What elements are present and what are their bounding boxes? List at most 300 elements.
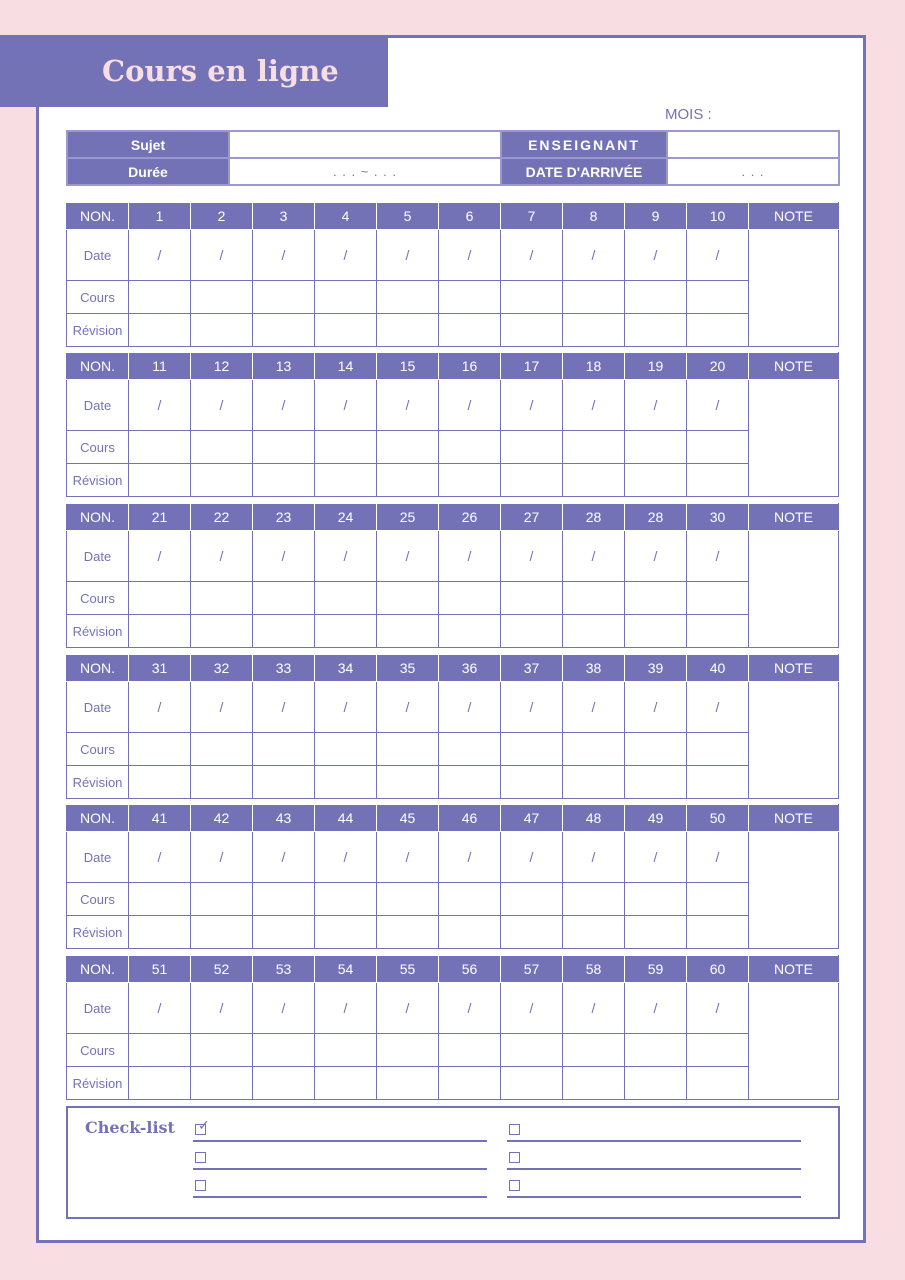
revision-cell[interactable] <box>129 916 191 949</box>
course-cell[interactable] <box>191 733 253 766</box>
date-cell[interactable]: / <box>129 682 191 733</box>
date-cell[interactable]: / <box>253 230 315 281</box>
revision-cell[interactable] <box>625 464 687 497</box>
date-cell[interactable]: / <box>191 380 253 431</box>
revision-cell[interactable] <box>129 1067 191 1100</box>
course-cell[interactable] <box>501 1034 563 1067</box>
date-cell[interactable]: / <box>687 983 749 1034</box>
course-cell[interactable] <box>315 582 377 615</box>
revision-cell[interactable] <box>253 916 315 949</box>
revision-cell[interactable] <box>687 916 749 949</box>
course-cell[interactable] <box>501 281 563 314</box>
revision-cell[interactable] <box>563 464 625 497</box>
date-cell[interactable]: / <box>315 531 377 582</box>
course-cell[interactable] <box>253 883 315 916</box>
revision-cell[interactable] <box>377 314 439 347</box>
course-cell[interactable] <box>129 582 191 615</box>
note-header: NOTE <box>749 353 839 380</box>
date-cell[interactable]: / <box>563 832 625 883</box>
revision-cell[interactable] <box>253 615 315 648</box>
session-number: 51 <box>129 956 191 983</box>
date-cell[interactable]: / <box>439 682 501 733</box>
session-number: 16 <box>439 353 501 380</box>
info-table <box>66 130 840 186</box>
row-label: Cours <box>67 281 129 314</box>
date-cell[interactable]: / <box>687 230 749 281</box>
revision-cell[interactable] <box>439 615 501 648</box>
date-cell[interactable]: / <box>439 531 501 582</box>
date-cell[interactable]: / <box>315 230 377 281</box>
note-header: NOTE <box>749 504 839 531</box>
course-cell[interactable] <box>501 582 563 615</box>
session-number: 60 <box>687 956 749 983</box>
revision-cell[interactable] <box>501 314 563 347</box>
course-cell[interactable] <box>687 431 749 464</box>
session-number: 27 <box>501 504 563 531</box>
row-label: Date <box>67 230 129 281</box>
revision-cell[interactable] <box>625 916 687 949</box>
row-label: Révision <box>67 916 129 949</box>
course-cell[interactable] <box>625 582 687 615</box>
session-block <box>66 654 839 799</box>
course-cell[interactable] <box>377 582 439 615</box>
date-cell[interactable]: / <box>439 230 501 281</box>
course-cell[interactable] <box>253 431 315 464</box>
course-cell[interactable] <box>439 1034 501 1067</box>
course-cell[interactable] <box>501 431 563 464</box>
session-block <box>66 352 839 497</box>
session-number: 44 <box>315 805 377 832</box>
revision-cell[interactable] <box>687 766 749 799</box>
revision-cell[interactable] <box>687 464 749 497</box>
date-cell[interactable]: / <box>129 983 191 1034</box>
date-cell[interactable]: / <box>315 682 377 733</box>
session-number: 50 <box>687 805 749 832</box>
date-cell[interactable]: / <box>687 380 749 431</box>
date-cell[interactable]: / <box>563 230 625 281</box>
checklist-line-6[interactable] <box>507 1196 801 1198</box>
date-cell[interactable]: / <box>253 832 315 883</box>
course-cell[interactable] <box>377 281 439 314</box>
revision-cell[interactable] <box>315 1067 377 1100</box>
title-banner <box>0 35 388 107</box>
course-cell[interactable] <box>191 431 253 464</box>
revision-cell[interactable] <box>501 615 563 648</box>
course-cell[interactable] <box>625 733 687 766</box>
session-number: 56 <box>439 956 501 983</box>
session-block <box>66 955 839 1100</box>
number-header: NON. <box>67 504 129 531</box>
course-cell[interactable] <box>563 733 625 766</box>
session-number: 25 <box>377 504 439 531</box>
revision-cell[interactable] <box>687 615 749 648</box>
number-header: NON. <box>67 655 129 682</box>
session-number: 49 <box>625 805 687 832</box>
row-label: Cours <box>67 733 129 766</box>
session-number: 28 <box>563 504 625 531</box>
session-number: 43 <box>253 805 315 832</box>
course-cell[interactable] <box>439 281 501 314</box>
date-cell[interactable]: / <box>253 983 315 1034</box>
course-cell[interactable] <box>377 733 439 766</box>
checklist-line-4[interactable] <box>507 1140 801 1142</box>
revision-cell[interactable] <box>191 314 253 347</box>
revision-cell[interactable] <box>625 615 687 648</box>
note-header: NOTE <box>749 655 839 682</box>
date-cell[interactable]: / <box>377 682 439 733</box>
checklist-line-2[interactable] <box>193 1168 487 1170</box>
course-cell[interactable] <box>129 281 191 314</box>
course-cell[interactable] <box>253 582 315 615</box>
revision-cell[interactable] <box>563 314 625 347</box>
revision-cell[interactable] <box>439 314 501 347</box>
checklist-line-5[interactable] <box>507 1168 801 1170</box>
course-cell[interactable] <box>253 733 315 766</box>
arrival-date-field[interactable]: . . . <box>667 158 839 185</box>
course-cell[interactable] <box>563 281 625 314</box>
note-cell[interactable] <box>749 682 839 799</box>
row-label: Date <box>67 832 129 883</box>
date-cell[interactable]: / <box>253 531 315 582</box>
date-cell[interactable]: / <box>563 682 625 733</box>
session-number: 20 <box>687 353 749 380</box>
course-cell[interactable] <box>625 1034 687 1067</box>
date-cell[interactable]: / <box>129 230 191 281</box>
date-cell[interactable]: / <box>625 380 687 431</box>
revision-cell[interactable] <box>439 916 501 949</box>
revision-cell[interactable] <box>563 916 625 949</box>
revision-cell[interactable] <box>129 766 191 799</box>
revision-cell[interactable] <box>501 766 563 799</box>
note-cell[interactable] <box>749 380 839 497</box>
date-cell[interactable]: / <box>439 380 501 431</box>
course-cell[interactable] <box>563 582 625 615</box>
subject-field[interactable] <box>229 131 501 158</box>
session-number: 21 <box>129 504 191 531</box>
date-cell[interactable]: / <box>563 531 625 582</box>
session-number: 45 <box>377 805 439 832</box>
session-number: 26 <box>439 504 501 531</box>
session-number: 41 <box>129 805 191 832</box>
course-cell[interactable] <box>439 582 501 615</box>
session-number: 23 <box>253 504 315 531</box>
date-cell[interactable]: / <box>625 531 687 582</box>
date-cell[interactable]: / <box>253 682 315 733</box>
date-cell[interactable]: / <box>439 832 501 883</box>
row-label: Cours <box>67 431 129 464</box>
duration-field[interactable]: . . . ~ . . . <box>229 158 501 185</box>
revision-cell[interactable] <box>191 916 253 949</box>
revision-cell[interactable] <box>439 1067 501 1100</box>
course-cell[interactable] <box>501 733 563 766</box>
course-cell[interactable] <box>129 431 191 464</box>
date-cell[interactable]: / <box>191 983 253 1034</box>
date-cell[interactable]: / <box>439 983 501 1034</box>
course-cell[interactable] <box>625 431 687 464</box>
session-block <box>66 503 839 648</box>
course-cell[interactable] <box>377 1034 439 1067</box>
course-cell[interactable] <box>253 281 315 314</box>
teacher-label: ENSEIGNANT <box>501 131 667 158</box>
course-cell[interactable] <box>129 1034 191 1067</box>
session-number: 11 <box>129 353 191 380</box>
session-block <box>66 804 839 949</box>
revision-cell[interactable] <box>129 615 191 648</box>
revision-cell[interactable] <box>315 766 377 799</box>
note-header: NOTE <box>749 956 839 983</box>
revision-cell[interactable] <box>625 766 687 799</box>
session-number: 1 <box>129 203 191 230</box>
row-label: Date <box>67 380 129 431</box>
session-number: 38 <box>563 655 625 682</box>
revision-cell[interactable] <box>191 464 253 497</box>
date-cell[interactable]: / <box>377 983 439 1034</box>
session-number: 8 <box>563 203 625 230</box>
revision-cell[interactable] <box>191 615 253 648</box>
checkbox-2[interactable] <box>195 1152 206 1163</box>
date-cell[interactable]: / <box>501 380 563 431</box>
revision-cell[interactable] <box>377 916 439 949</box>
revision-cell[interactable] <box>315 314 377 347</box>
date-cell[interactable]: / <box>315 832 377 883</box>
checklist-line-3[interactable] <box>193 1196 487 1198</box>
course-cell[interactable] <box>129 733 191 766</box>
date-cell[interactable]: / <box>687 682 749 733</box>
checkbox-6[interactable] <box>509 1180 520 1191</box>
date-cell[interactable]: / <box>625 983 687 1034</box>
revision-cell[interactable] <box>253 1067 315 1100</box>
revision-cell[interactable] <box>129 314 191 347</box>
session-number: 59 <box>625 956 687 983</box>
revision-cell[interactable] <box>625 314 687 347</box>
date-cell[interactable]: / <box>687 531 749 582</box>
date-cell[interactable]: / <box>377 230 439 281</box>
session-number: 47 <box>501 805 563 832</box>
revision-cell[interactable] <box>253 464 315 497</box>
page-title: Cours en ligne <box>102 54 339 88</box>
row-label: Date <box>67 531 129 582</box>
course-cell[interactable] <box>625 281 687 314</box>
course-cell[interactable] <box>191 582 253 615</box>
date-cell[interactable]: / <box>191 531 253 582</box>
course-cell[interactable] <box>439 431 501 464</box>
course-cell[interactable] <box>687 733 749 766</box>
course-cell[interactable] <box>315 281 377 314</box>
course-cell[interactable] <box>377 431 439 464</box>
date-cell[interactable]: / <box>625 230 687 281</box>
course-cell[interactable] <box>439 883 501 916</box>
date-cell[interactable]: / <box>315 983 377 1034</box>
session-number: 5 <box>377 203 439 230</box>
session-number: 24 <box>315 504 377 531</box>
course-cell[interactable] <box>563 431 625 464</box>
note-cell[interactable] <box>749 832 839 949</box>
date-cell[interactable]: / <box>501 531 563 582</box>
date-cell[interactable]: / <box>253 380 315 431</box>
checkbox-5[interactable] <box>509 1152 520 1163</box>
check-icon: ✓ <box>198 1117 210 1133</box>
course-cell[interactable] <box>129 883 191 916</box>
session-number: 58 <box>563 956 625 983</box>
session-number: 3 <box>253 203 315 230</box>
course-cell[interactable] <box>625 883 687 916</box>
checklist <box>66 1106 840 1219</box>
note-header: NOTE <box>749 805 839 832</box>
session-number: 55 <box>377 956 439 983</box>
revision-cell[interactable] <box>563 766 625 799</box>
number-header: NON. <box>67 353 129 380</box>
session-number: 40 <box>687 655 749 682</box>
row-label: Date <box>67 983 129 1034</box>
course-cell[interactable] <box>377 883 439 916</box>
revision-cell[interactable] <box>315 464 377 497</box>
course-cell[interactable] <box>315 733 377 766</box>
checklist-title: Check-list <box>85 1118 175 1137</box>
session-number: 57 <box>501 956 563 983</box>
number-header: NON. <box>67 203 129 230</box>
session-number: 28 <box>625 504 687 531</box>
date-cell[interactable]: / <box>625 682 687 733</box>
course-cell[interactable] <box>191 883 253 916</box>
revision-cell[interactable] <box>253 766 315 799</box>
session-number: 35 <box>377 655 439 682</box>
revision-cell[interactable] <box>377 766 439 799</box>
subject-label: Sujet <box>67 131 229 158</box>
course-cell[interactable] <box>501 883 563 916</box>
revision-cell[interactable] <box>253 314 315 347</box>
session-number: 7 <box>501 203 563 230</box>
course-cell[interactable] <box>687 1034 749 1067</box>
revision-cell[interactable] <box>563 615 625 648</box>
revision-cell[interactable] <box>501 1067 563 1100</box>
duration-label: Durée <box>67 158 229 185</box>
session-number: 12 <box>191 353 253 380</box>
revision-cell[interactable] <box>191 766 253 799</box>
session-number: 10 <box>687 203 749 230</box>
date-cell[interactable]: / <box>501 230 563 281</box>
session-number: 32 <box>191 655 253 682</box>
course-cell[interactable] <box>563 883 625 916</box>
course-cell[interactable] <box>191 281 253 314</box>
course-cell[interactable] <box>439 733 501 766</box>
session-number: 48 <box>563 805 625 832</box>
checkbox-1[interactable] <box>195 1117 210 1135</box>
row-label: Révision <box>67 1067 129 1100</box>
date-cell[interactable]: / <box>129 531 191 582</box>
date-cell[interactable]: / <box>191 832 253 883</box>
date-cell[interactable]: / <box>687 832 749 883</box>
session-number: 17 <box>501 353 563 380</box>
date-cell[interactable]: / <box>129 380 191 431</box>
session-number: 53 <box>253 956 315 983</box>
teacher-field[interactable] <box>667 131 839 158</box>
revision-cell[interactable] <box>129 464 191 497</box>
date-cell[interactable]: / <box>191 682 253 733</box>
row-label: Révision <box>67 464 129 497</box>
revision-cell[interactable] <box>377 1067 439 1100</box>
date-cell[interactable]: / <box>315 380 377 431</box>
revision-cell[interactable] <box>687 314 749 347</box>
course-cell[interactable] <box>687 883 749 916</box>
note-cell[interactable] <box>749 230 839 347</box>
date-cell[interactable]: / <box>563 983 625 1034</box>
date-cell[interactable]: / <box>501 832 563 883</box>
date-cell[interactable]: / <box>501 983 563 1034</box>
session-number: 30 <box>687 504 749 531</box>
revision-cell[interactable] <box>315 916 377 949</box>
revision-cell[interactable] <box>377 464 439 497</box>
course-cell[interactable] <box>687 281 749 314</box>
session-number: 52 <box>191 956 253 983</box>
date-cell[interactable]: / <box>625 832 687 883</box>
session-number: 39 <box>625 655 687 682</box>
session-number: 2 <box>191 203 253 230</box>
revision-cell[interactable] <box>501 916 563 949</box>
session-number: 36 <box>439 655 501 682</box>
session-number: 18 <box>563 353 625 380</box>
row-label: Révision <box>67 615 129 648</box>
revision-cell[interactable] <box>315 615 377 648</box>
date-cell[interactable]: / <box>377 531 439 582</box>
revision-cell[interactable] <box>439 766 501 799</box>
course-cell[interactable] <box>315 883 377 916</box>
revision-cell[interactable] <box>501 464 563 497</box>
revision-cell[interactable] <box>563 1067 625 1100</box>
note-cell[interactable] <box>749 531 839 648</box>
arrival-date-label: DATE D'ARRIVÉE <box>501 158 667 185</box>
session-block <box>66 202 839 347</box>
note-cell[interactable] <box>749 983 839 1100</box>
session-number: 9 <box>625 203 687 230</box>
row-label: Cours <box>67 883 129 916</box>
revision-cell[interactable] <box>687 1067 749 1100</box>
checklist-line-1[interactable] <box>193 1140 487 1142</box>
checkbox-3[interactable] <box>195 1180 206 1191</box>
course-cell[interactable] <box>315 1034 377 1067</box>
course-cell[interactable] <box>315 431 377 464</box>
revision-cell[interactable] <box>625 1067 687 1100</box>
session-number: 37 <box>501 655 563 682</box>
session-number: 13 <box>253 353 315 380</box>
course-cell[interactable] <box>563 1034 625 1067</box>
course-cell[interactable] <box>687 582 749 615</box>
row-label: Cours <box>67 1034 129 1067</box>
session-number: 31 <box>129 655 191 682</box>
date-cell[interactable]: / <box>129 832 191 883</box>
session-number: 19 <box>625 353 687 380</box>
session-number: 14 <box>315 353 377 380</box>
session-number: 42 <box>191 805 253 832</box>
session-number: 6 <box>439 203 501 230</box>
date-cell[interactable]: / <box>191 230 253 281</box>
revision-cell[interactable] <box>439 464 501 497</box>
session-number: 46 <box>439 805 501 832</box>
date-cell[interactable]: / <box>563 380 625 431</box>
row-label: Cours <box>67 582 129 615</box>
checkbox-4[interactable] <box>509 1124 520 1135</box>
course-cell[interactable] <box>253 1034 315 1067</box>
date-cell[interactable]: / <box>377 832 439 883</box>
number-header: NON. <box>67 805 129 832</box>
date-cell[interactable]: / <box>377 380 439 431</box>
date-cell[interactable]: / <box>501 682 563 733</box>
note-header: NOTE <box>749 203 839 230</box>
number-header: NON. <box>67 956 129 983</box>
session-number: 33 <box>253 655 315 682</box>
revision-cell[interactable] <box>191 1067 253 1100</box>
course-cell[interactable] <box>191 1034 253 1067</box>
revision-cell[interactable] <box>377 615 439 648</box>
